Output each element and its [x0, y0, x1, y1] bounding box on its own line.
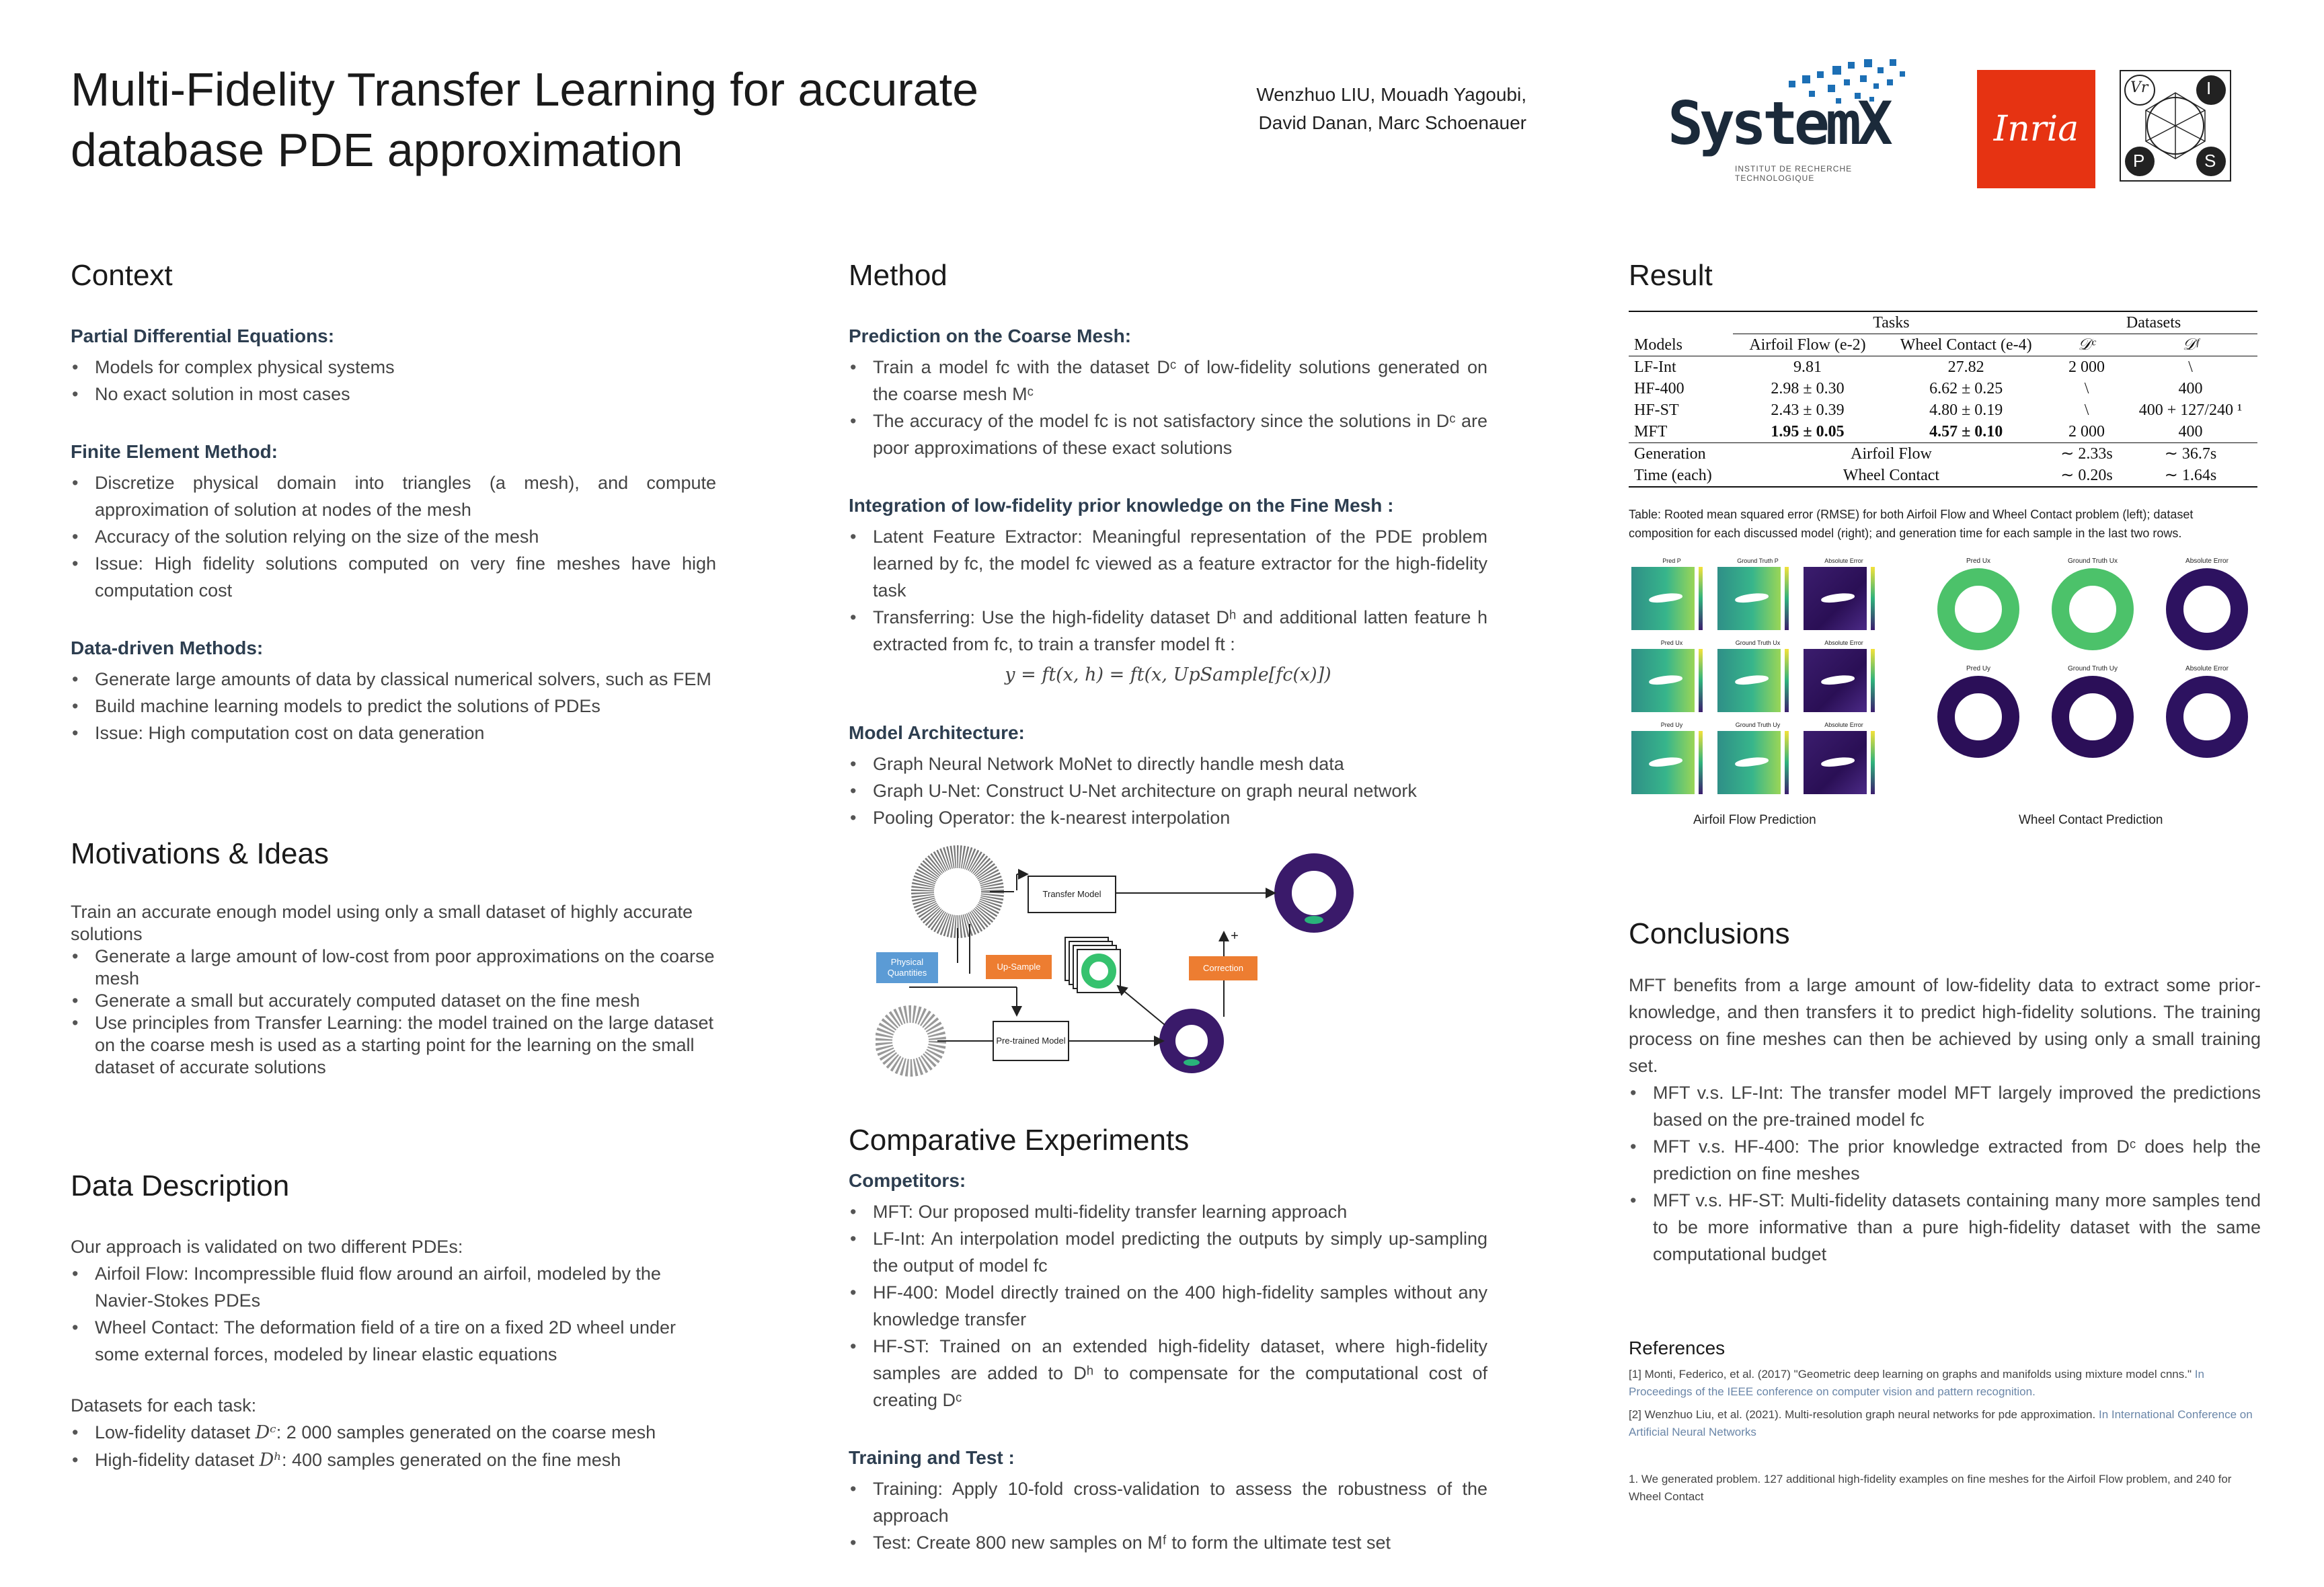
references-heading: References	[1629, 1338, 1726, 1358]
cell-df: 400	[2178, 380, 2203, 397]
colorbar-icon	[1785, 649, 1789, 712]
list-item: • Issue: High computation cost on data generation	[71, 720, 716, 746]
list-item: • Generate a large amount of low-cost from poor approximations on the coarse mesh	[71, 945, 716, 990]
airfoil-panel	[1804, 640, 1884, 719]
inria-logo	[1977, 70, 2095, 188]
list-item: • HF-ST: Trained on an extended high-fidelity dataset, where high-fidelity samples are added to Dʰ to compensate for the computational cost of creating Dᶜ	[849, 1333, 1487, 1414]
list-item: • Pooling Operator: the k-nearest interpolation	[849, 804, 1487, 831]
panel-title: Pred P	[1662, 557, 1681, 564]
list-item: • LF-Int: An interpolation model predicting the outputs by simply up-sampling the output of model fc	[849, 1225, 1487, 1279]
col-df: 𝒟ᶠ	[2182, 336, 2199, 354]
wheel-panel	[1925, 557, 2032, 658]
table-caption: Table: Rooted mean squared error (RMSE) for both Airfoil Flow and Wheel Contact problem (left); dataset composition for each discussed model (right); and generation time for each sample in the last two rows.	[1629, 508, 2194, 540]
panel-title: Ground Truth Ux	[2068, 557, 2118, 565]
airfoil-panel	[1804, 722, 1884, 801]
list-item: • MFT: Our proposed multi-fidelity transfer learning approach	[849, 1198, 1487, 1225]
list-item: • MFT v.s. LF-Int: The transfer model MFT largely improved the predictions based on the pre-trained model fc	[1629, 1079, 2261, 1133]
airfoil-panel	[1631, 640, 1712, 719]
table-row	[1629, 356, 2257, 379]
systemx-wordmark: SystemX	[1668, 89, 1889, 158]
wheel-panel	[2153, 665, 2261, 766]
wheel-ring-icon	[2052, 676, 2134, 758]
result-heading: Result	[1629, 259, 1713, 292]
cell-airfoil: 1.95 ± 0.05	[1771, 423, 1845, 440]
cell-wheel: 4.57 ± 0.10	[1929, 423, 2003, 440]
list-item: • Train a model fc with the dataset Dᶜ of low-fidelity solutions generated on the coarse mesh Mᶜ	[849, 354, 1487, 408]
colorbar-icon	[1699, 731, 1703, 794]
cell-gen-df: ∼ 36.7s	[2164, 445, 2217, 463]
airfoil-shape-icon	[1734, 756, 1769, 769]
airfoil-shape-icon	[1820, 592, 1855, 605]
wheel-ring-icon	[1937, 568, 2019, 650]
cell-model: LF-Int	[1634, 358, 1676, 376]
field-heatmap-icon	[1717, 567, 1781, 630]
col-dc: 𝒟ᶜ	[2078, 336, 2095, 354]
list-item: • Generate a small but accurately computed dataset on the fine mesh	[71, 990, 716, 1012]
upsample-node: Up-Sample	[986, 955, 1052, 979]
competitors-subheading: Competitors:	[849, 1170, 966, 1191]
cell-gen-task: Airfoil Flow	[1851, 445, 1932, 463]
lf-prefix: Low-fidelity dataset	[95, 1422, 256, 1442]
cell-gen-df: ∼ 1.64s	[2164, 467, 2217, 484]
references-section	[1629, 1338, 2261, 1506]
list-item	[71, 1419, 716, 1446]
colorbar-icon	[1699, 649, 1703, 712]
airfoil-shape-icon	[1734, 674, 1769, 687]
list-item: • Latent Feature Extractor: Meaningful representation of the PDE problem learned by fc, the model fc viewed as a feature extractor for the high-fidelity task	[849, 523, 1487, 604]
coarse-mesh-ring-icon	[884, 1014, 937, 1068]
list-item: • The accuracy of the model fc is not satisfactory since the solutions in Dᶜ are poor approximations of these exact solutions	[849, 408, 1487, 461]
list-item: • Graph U-Net: Construct U-Net architecture on graph neural network	[849, 777, 1487, 804]
ups-letter-4: S	[2204, 151, 2216, 171]
list-item: • Build machine learning models to predict the solutions of PDEs	[71, 693, 716, 720]
method-heading: Method	[849, 259, 947, 292]
list-item: • Graph Neural Network MoNet to directly handle mesh data	[849, 750, 1487, 777]
result-table	[1629, 311, 2257, 488]
airfoil-shape-icon	[1734, 592, 1769, 605]
diagram-connectors	[876, 845, 1481, 1087]
list-item: • Airfoil Flow: Incompressible fluid flow around an airfoil, modeled by the Navier-Stokes PDEs	[71, 1260, 716, 1314]
reference-1	[1629, 1366, 2261, 1401]
fine-subheading: Integration of low-fidelity prior knowledge on the Fine Mesh :	[849, 495, 1394, 516]
list-item: • Models for complex physical systems	[71, 354, 716, 381]
wheel-ring-icon	[2166, 676, 2248, 758]
wheel-panel	[2039, 665, 2146, 766]
field-heatmap-icon	[1631, 649, 1695, 712]
transfer-equation: y = ft(x, h) = ft(x, UpSample[fc(x)])	[1005, 664, 1331, 685]
motivations-intro: Train an accurate enough model using only a small dataset of highly accurate solutions	[71, 902, 693, 944]
motivations-heading: Motivations & Ideas	[71, 837, 329, 870]
architecture-list	[849, 750, 1487, 831]
field-heatmap-icon	[1631, 731, 1695, 794]
comparative-heading: Comparative Experiments	[849, 1124, 1190, 1157]
coarse-subheading: Prediction on the Coarse Mesh:	[849, 325, 1132, 346]
list-item: • Issue: High fidelity solutions computed on very fine meshes have high computation cost	[71, 550, 716, 604]
colorbar-icon	[1785, 731, 1789, 794]
panel-title: Ground Truth Ux	[1735, 640, 1781, 646]
colorbar-icon	[1785, 567, 1789, 630]
cell-df: 400 + 127/240 ¹	[2138, 401, 2243, 419]
cell-df: 400	[2178, 423, 2203, 440]
panel-title: Absolute Error	[2185, 665, 2229, 672]
airfoil-panel	[1717, 557, 1798, 637]
conclusions-intro: MFT benefits from a large amount of low-fidelity data to extract some prior-knowledge, and then transfers it to predict high-fidelity solutions. The training process on fine meshes can then be achieved by using only a small training set.	[1629, 975, 2261, 1076]
airfoil-shape-icon	[1648, 674, 1682, 687]
list-item: • Discretize physical domain into triangles (a mesh), and compute approximation of solution at nodes of the mesh	[71, 469, 716, 523]
fem-list	[71, 469, 716, 604]
transfer-model-node: Transfer Model	[1028, 876, 1116, 913]
cell-dc: \	[2084, 401, 2089, 419]
hf-suffix: : 400 samples generated on the fine mesh	[281, 1450, 621, 1470]
field-heatmap-icon	[1631, 567, 1695, 630]
fine-mesh-ring-icon	[923, 857, 993, 927]
systemx-subtitle-1: INSTITUT DE RECHERCHE	[1735, 164, 1853, 173]
cell-gen-task: Wheel Contact	[1843, 467, 1940, 484]
wheel-panel	[1925, 665, 2032, 766]
list-item: • MFT v.s. HF-400: The prior knowledge extracted from Dᶜ does help the prediction on fine meshes	[1629, 1133, 2261, 1187]
table-row	[1629, 399, 2257, 421]
col-models: Models	[1634, 336, 1682, 354]
wheel-panel	[2153, 557, 2261, 658]
footnote: 1. We generated problem. 127 additional high-fidelity examples on fine meshes for the Airfoil Flow problem, and 240 for Wheel Contact	[1629, 1473, 2232, 1503]
conclusions-list	[1629, 1079, 2261, 1268]
colorbar-icon	[1871, 649, 1875, 712]
cell-gen-dc: ∼ 0.20s	[2060, 467, 2113, 484]
datasets-list	[71, 1419, 716, 1474]
cell-df: \	[2188, 358, 2193, 376]
panel-title: Absolute Error	[1824, 557, 1863, 564]
table-row	[1629, 465, 2257, 487]
wheel-ring-icon	[2166, 568, 2248, 650]
table-row	[1629, 378, 2257, 399]
airfoil-figure-label: Airfoil Flow Prediction	[1693, 813, 1816, 827]
feature-stack-icon	[1065, 937, 1120, 993]
panel-title: Pred Uy	[1966, 665, 1991, 672]
plus-sign: +	[1231, 929, 1239, 943]
method-diagram	[876, 845, 1481, 1087]
systemx-subtitle-2: TECHNOLOGIQUE	[1735, 173, 1815, 183]
table-blank	[1629, 311, 1733, 334]
ups-letter-3: P	[2133, 151, 2145, 171]
cell-gen-label: Generation	[1634, 445, 1706, 463]
airfoil-shape-icon	[1648, 592, 1682, 605]
panel-title: Ground Truth Uy	[2068, 665, 2118, 672]
reference-2-text: [2] Wenzhuo Liu, et al. (2021). Multi-resolution graph neural networks for pde approximation.	[1629, 1408, 2096, 1421]
cell-model: HF-400	[1634, 380, 1684, 397]
airfoil-panel	[1631, 557, 1712, 637]
reference-2	[1629, 1406, 2261, 1441]
cell-airfoil: 9.81	[1793, 358, 1822, 376]
table-row	[1629, 421, 2257, 443]
reference-2-venue: In International Conference on Artificial Neural Networks	[1629, 1408, 2253, 1438]
coarse-list	[849, 354, 1487, 461]
systemx-logo	[1668, 54, 1923, 188]
pde-subheading: Partial Differential Equations:	[71, 325, 335, 346]
authors-line-1: Wenzhuo LIU, Mouadh Yagoubi,	[1256, 84, 1526, 105]
cell-gen-dc: ∼ 2.33s	[2060, 445, 2113, 463]
ups-letter-2: I	[2206, 78, 2212, 98]
list-item: • Accuracy of the solution relying on the size of the mesh	[71, 523, 716, 550]
list-item: • MFT v.s. HF-ST: Multi-fidelity datasets containing many more samples tend to be more informative than a pure high-fidelity dataset with the same computational budget	[1629, 1187, 2261, 1268]
column-right	[1629, 256, 2261, 1506]
field-heatmap-icon	[1804, 567, 1867, 630]
cell-airfoil: 2.98 ± 0.30	[1771, 380, 1845, 397]
airfoil-shape-icon	[1820, 756, 1855, 769]
airfoil-panel	[1804, 557, 1884, 637]
column-left	[71, 256, 716, 1505]
output-ring-bottom-icon	[1167, 1017, 1216, 1065]
data-description-heading: Data Description	[71, 1169, 290, 1202]
cell-dc: \	[2084, 380, 2089, 397]
list-item: • HF-400: Model directly trained on the 400 high-fidelity samples without any knowledge transfer	[849, 1279, 1487, 1333]
dc-symbol: Dᶜ	[255, 1422, 276, 1443]
wheel-ring-icon	[2052, 568, 2134, 650]
data-description-list	[71, 1260, 716, 1368]
data-description-intro: Our approach is validated on two different PDEs:	[71, 1237, 463, 1257]
cell-model: MFT	[1634, 423, 1668, 440]
panel-title: Absolute Error	[1824, 722, 1863, 728]
panel-title: Absolute Error	[1824, 640, 1863, 646]
cell-wheel: 4.80 ± 0.19	[1929, 401, 2003, 419]
training-subheading: Training and Test :	[849, 1447, 1015, 1468]
competitors-list	[849, 1198, 1487, 1414]
pretrained-model-node: Pre-trained Model	[993, 1021, 1069, 1061]
panel-title: Absolute Error	[2185, 557, 2229, 565]
airfoil-shape-icon	[1648, 756, 1682, 769]
correction-node: Correction	[1189, 956, 1257, 980]
panel-title: Pred Uy	[1660, 722, 1683, 728]
wheel-panel	[2039, 557, 2146, 658]
datadriven-subheading: Data-driven Methods:	[71, 637, 264, 658]
cell-gen-label: Time (each)	[1634, 467, 1712, 484]
context-heading: Context	[71, 259, 173, 292]
fine-list	[849, 523, 1487, 658]
panel-title: Ground Truth Uy	[1735, 722, 1781, 728]
colorbar-icon	[1871, 567, 1875, 630]
authors-line-2: David Danan, Marc Schoenauer	[1258, 112, 1526, 133]
training-list	[849, 1475, 1487, 1556]
list-item: • Transferring: Use the high-fidelity dataset Dʰ and additional latten feature h extracted from fc, to train a transfer model ft :	[849, 604, 1487, 658]
list-item: • Generate large amounts of data by classical numerical solvers, such as FEM	[71, 666, 716, 693]
physical-quantities-node: Physical Quantities	[876, 952, 938, 983]
authors	[1204, 81, 1526, 137]
field-heatmap-icon	[1804, 649, 1867, 712]
tasks-header: Tasks	[1733, 311, 2050, 334]
ups-letter-1: Vr	[2130, 79, 2148, 96]
motivations-list	[71, 945, 716, 1079]
reference-1-venue: In Proceedings of the IEEE conference on computer vision and pattern recognition.	[1629, 1368, 2204, 1398]
panel-title: Pred Ux	[1660, 640, 1683, 646]
field-heatmap-icon	[1804, 731, 1867, 794]
title-line-2: database PDE approximation	[71, 124, 683, 176]
title-line-1: Multi-Fidelity Transfer Learning for accurate	[71, 63, 978, 116]
list-item	[71, 1446, 716, 1474]
conclusions-heading: Conclusions	[1629, 917, 1790, 950]
airfoil-panel	[1631, 722, 1712, 801]
col-airfoil: Airfoil Flow (e-2)	[1749, 336, 1866, 354]
motivations-section	[71, 834, 716, 1079]
list-item: • No exact solution in most cases	[71, 381, 716, 408]
field-heatmap-icon	[1717, 731, 1781, 794]
colorbar-icon	[1699, 567, 1703, 630]
list-item: • Test: Create 800 new samples on Mᶠ to form the ultimate test set	[849, 1529, 1487, 1556]
cell-dc: 2 000	[2068, 423, 2105, 440]
list-item: • Wheel Contact: The deformation field of a tire on a fixed 2D wheel under some external forces, modeled by linear elastic equations	[71, 1314, 716, 1368]
list-item: • Use principles from Transfer Learning: the model trained on the large dataset on the coarse mesh is used as a starting point for the learning on the small dataset of accurate solutions	[71, 1012, 716, 1079]
panel-title: Pred Ux	[1966, 557, 1991, 565]
airfoil-panel	[1717, 722, 1798, 801]
lf-suffix: : 2 000 samples generated on the coarse mesh	[276, 1422, 656, 1442]
wheel-ring-icon	[1937, 676, 2019, 758]
dh-symbol: Dʰ	[259, 1450, 282, 1471]
wheel-figure-label: Wheel Contact Prediction	[2019, 813, 2163, 827]
airfoil-panel	[1717, 640, 1798, 719]
reference-1-text: [1] Monti, Federico, et al. (2017) "Geometric deep learning on graphs and manifolds using mixture model cnns."	[1629, 1368, 2192, 1381]
airfoil-shape-icon	[1820, 674, 1855, 687]
cell-model: HF-ST	[1634, 401, 1679, 419]
panel-title: Ground Truth P	[1737, 557, 1779, 564]
field-heatmap-icon	[1717, 649, 1781, 712]
cell-wheel: 27.82	[1947, 358, 1984, 376]
column-middle	[849, 256, 1487, 1587]
hf-prefix: High-fidelity dataset	[95, 1450, 260, 1470]
colorbar-icon	[1871, 731, 1875, 794]
cell-dc: 2 000	[2068, 358, 2105, 376]
output-ring-top-icon	[1283, 862, 1345, 924]
pde-list	[71, 354, 716, 408]
inria-wordmark: Inria	[1993, 109, 2079, 149]
table-row	[1629, 443, 2257, 465]
fem-subheading: Finite Element Method:	[71, 441, 278, 462]
poster-title	[71, 59, 1120, 180]
cell-wheel: 6.62 ± 0.25	[1929, 380, 2003, 397]
datasets-header: Datasets	[2050, 311, 2257, 334]
datadriven-list	[71, 666, 716, 746]
list-item: • Training: Apply 10-fold cross-validation to assess the robustness of the approach	[849, 1475, 1487, 1529]
airfoil-prediction-grid	[1631, 557, 1900, 806]
prediction-figures	[1629, 557, 2261, 833]
datasets-intro: Datasets for each task:	[71, 1395, 257, 1416]
cell-airfoil: 2.43 ± 0.39	[1771, 401, 1845, 419]
wheel-prediction-grid	[1925, 557, 2261, 806]
architecture-subheading: Model Architecture:	[849, 722, 1025, 743]
ups-logo	[2120, 70, 2231, 182]
col-wheel: Wheel Contact (e-4)	[1900, 336, 2032, 354]
